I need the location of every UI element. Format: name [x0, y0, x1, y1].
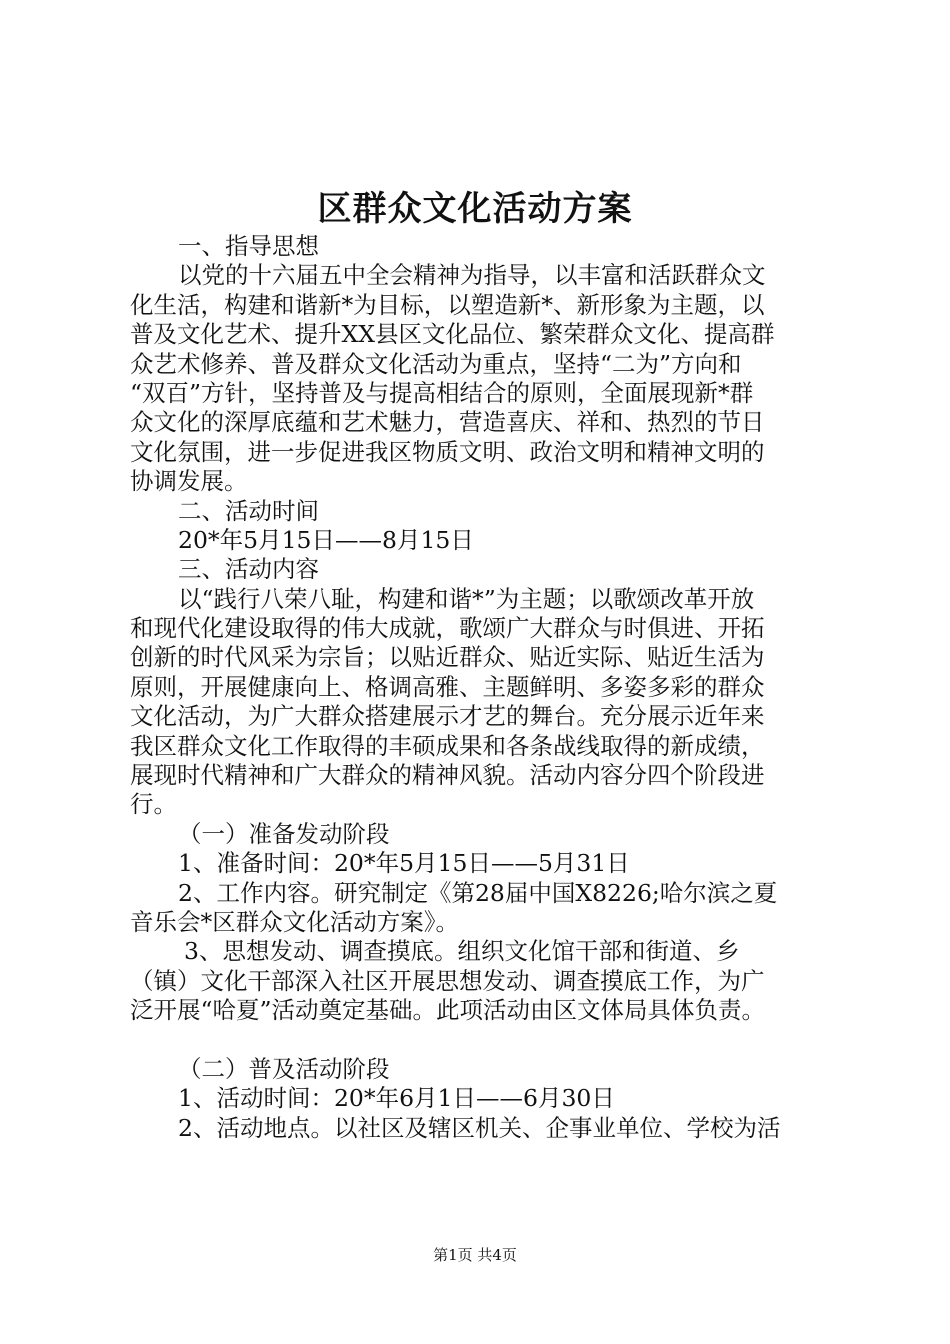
text-line: 原则，开展健康向上、格调高雅、主题鲜明、多姿多彩的群众: [130, 672, 765, 701]
text-line: 展现时代精神和广大群众的精神风貌。活动内容分四个阶段进: [130, 761, 765, 790]
text-line: （二）普及活动阶段: [178, 1054, 390, 1083]
page-footer: 第1页 共4页: [433, 1246, 517, 1264]
text-line: 三、活动内容: [178, 555, 319, 584]
text-line: （镇）文化干部深入社区开展思想发动、调查摸底工作，为广: [130, 966, 765, 995]
text-line: 我区群众文化工作取得的丰硕成果和各条战线取得的新成绩，: [130, 731, 765, 760]
text-line: 一、指导思想: [178, 232, 319, 260]
text-line: （一）准备发动阶段: [178, 819, 390, 848]
text-line: 创新的时代风采为宗旨；以贴近群众、贴近实际、贴近生活为: [130, 643, 765, 672]
blank-line: [130, 1026, 834, 1055]
text-line: 2、工作内容。研究制定《第28届中国X8226;哈尔滨之夏: [178, 878, 778, 907]
text-line: 以“践行八荣八耻，构建和谐*”为主题；以歌颂改革开放: [178, 584, 755, 613]
text-line: “双百”方针，坚持普及与提高相结合的原则，全面展现新*群: [130, 378, 754, 407]
text-line: 1、准备时间：20*年5月15日——5月31日: [178, 849, 630, 878]
text-line: 文化氛围，进一步促进我区物质文明、政治文明和精神文明的: [130, 437, 765, 466]
text-line: 化生活，构建和谐新*为目标，以塑造新*、新形象为主题，以: [130, 290, 765, 319]
text-line: 1、活动时间：20*年6月1日——6月30日: [178, 1084, 615, 1113]
text-line: 20*年5月15日——8月15日: [178, 525, 474, 554]
text-line: 3、思想发动、调查摸底。组织文化馆干部和街道、乡: [184, 937, 740, 966]
text-line: 众艺术修养、普及群众文化活动为重点，坚持“二为”方向和: [130, 349, 742, 378]
text-line: 和现代化建设取得的伟大成就，歌颂广大群众与时俱进、开拓: [130, 614, 765, 643]
text-line: 协调发展。: [130, 467, 248, 496]
text-line: 二、活动时间: [178, 496, 319, 525]
document-title: 区群众文化活动方案: [317, 189, 633, 229]
document-body: [130, 232, 834, 1143]
text-line: 普及文化艺术、提升XX县区文化品位、繁荣群众文化、提高群: [130, 320, 775, 349]
text-line: 音乐会*区群众文化活动方案》。: [130, 907, 459, 936]
text-line: 行。: [130, 790, 177, 819]
text-line: 2、活动地点。以社区及辖区机关、企事业单位、学校为活: [178, 1113, 781, 1142]
text-line: 文化活动，为广大群众搭建展示才艺的舞台。充分展示近年来: [130, 702, 765, 731]
text-line: 泛开展“哈夏”活动奠定基础。此项活动由区文体局具体负责。: [130, 996, 766, 1025]
text-line: 众文化的深厚底蕴和艺术魅力，营造喜庆、祥和、热烈的节日: [130, 408, 765, 437]
text-line: 以党的十六届五中全会精神为指导，以丰富和活跃群众文: [178, 261, 766, 290]
